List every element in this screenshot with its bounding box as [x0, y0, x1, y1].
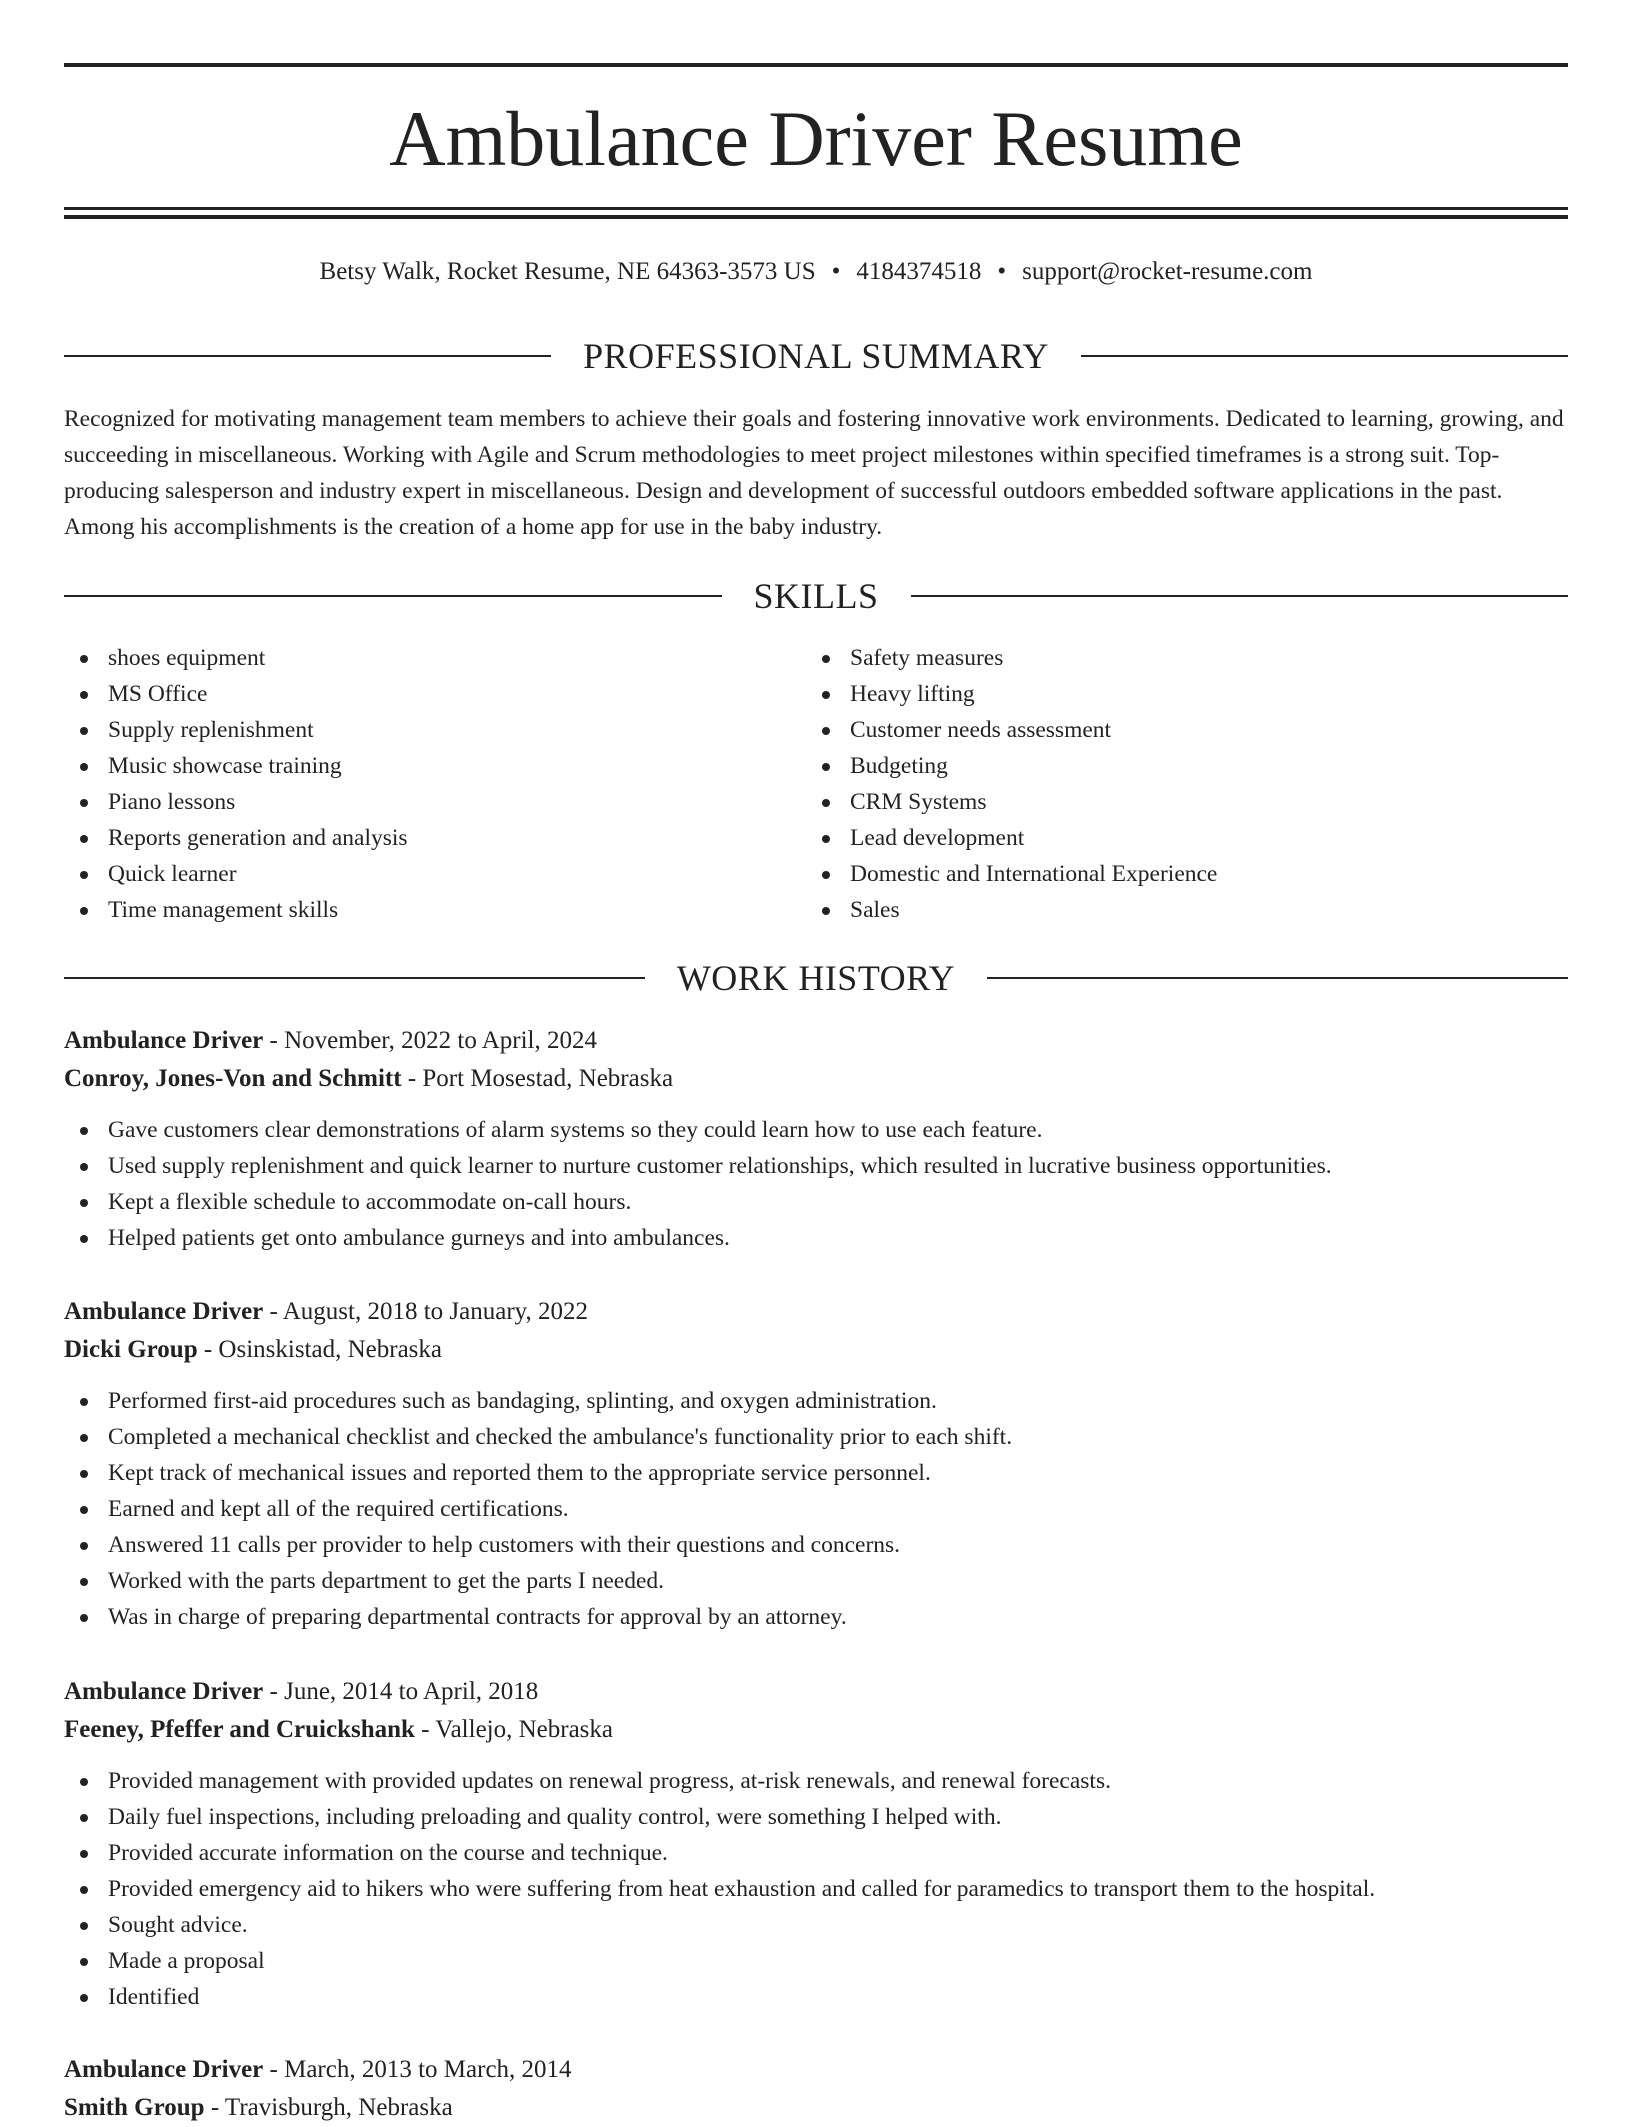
job-bullet: Used supply replenishment and quick learner to nurture customer relationships, which resulted in lucrative business opportunities.: [64, 1148, 1568, 1184]
job-bullet: Completed a mechanical checklist and checked the ambulance's functionality prior to each shift.: [64, 1419, 1568, 1455]
job-title: Ambulance Driver: [64, 2056, 264, 2083]
heading-rule-right: [911, 595, 1569, 597]
job-bullet: Gave customers clear demonstrations of alarm systems so they could learn how to use each feature.: [64, 1112, 1568, 1148]
job-bullets: [64, 1383, 1568, 1635]
job-entry: [64, 1673, 1568, 2015]
heading-rule-right: [1081, 355, 1568, 357]
job-bullet: Was in charge of preparing departmental contracts for approval by an attorney.: [64, 1599, 1568, 1635]
job-title: Ambulance Driver: [64, 1027, 264, 1054]
job-bullet: Sought advice.: [64, 1907, 1568, 1943]
skill-item: Heavy lifting: [806, 676, 1566, 712]
work-heading: [64, 956, 1568, 1000]
contact-separator: •: [997, 258, 1007, 285]
job-entry: [64, 2051, 1568, 2127]
job-entry: [64, 1022, 1568, 1256]
job-company: Feeney, Pfeffer and Cruickshank: [64, 1716, 415, 1743]
heading-rule-left: [64, 977, 645, 979]
job-title: Ambulance Driver: [64, 1298, 264, 1325]
skill-item: Safety measures: [806, 640, 1566, 676]
job-location: - Port Mosestad, Nebraska: [401, 1065, 674, 1092]
job-bullet: Worked with the parts department to get the parts I needed.: [64, 1563, 1568, 1599]
job-bullet: Kept track of mechanical issues and reported them to the appropriate service personnel.: [64, 1455, 1568, 1491]
job-bullet: Kept a flexible schedule to accommodate on-call hours.: [64, 1184, 1568, 1220]
job-dates: - March, 2013 to March, 2014: [263, 2056, 572, 2083]
skill-item: Budgeting: [806, 748, 1566, 784]
skill-item: Music showcase training: [64, 748, 804, 784]
job-bullet: Earned and kept all of the required certifications.: [64, 1491, 1568, 1527]
skill-item: Piano lessons: [64, 784, 804, 820]
skill-item: shoes equipment: [64, 640, 804, 676]
job-entry: [64, 1293, 1568, 1635]
skills-heading: [64, 574, 1568, 618]
job-bullets: [64, 1112, 1568, 1256]
work-heading-label: WORK HISTORY: [676, 958, 956, 998]
contact-email[interactable]: support@rocket-resume.com: [1022, 258, 1313, 285]
skill-item: Sales: [806, 892, 1566, 928]
job-bullet: Daily fuel inspections, including preloading and quality control, were something I helped with.: [64, 1799, 1568, 1835]
job-bullets: [64, 1763, 1568, 2015]
skill-item: Supply replenishment: [64, 712, 804, 748]
job-title: Ambulance Driver: [64, 1678, 264, 1705]
job-company: Dicki Group: [64, 1336, 198, 1363]
job-bullet: Helped patients get onto ambulance gurneys and into ambulances.: [64, 1220, 1568, 1256]
heading-rule-right: [987, 977, 1568, 979]
skills-heading-label: SKILLS: [753, 576, 879, 616]
contact-separator: •: [831, 258, 841, 285]
contact-phone: 4184374518: [856, 258, 982, 285]
summary-text: Recognized for motivating management team members to achieve their goals and fostering innovative work environments. Dedicated to learning, growing, and succeeding in miscellaneous. Working with Agile and Scrum methodologies to meet project milestones within specified timeframes is a strong suit. Top-producing salesperson and industry expert in miscellaneous. Design and development of successful outdoors embedded software applications in the past. Among his accomplishments is the creation of a home app for use in the baby industry.: [64, 406, 1564, 540]
skill-item: Lead development: [806, 820, 1566, 856]
skill-item: Domestic and International Experience: [806, 856, 1566, 892]
skill-item: Time management skills: [64, 892, 804, 928]
skill-item: MS Office: [64, 676, 804, 712]
job-company: Conroy, Jones-Von and Schmitt: [64, 1065, 402, 1092]
job-dates: - November, 2022 to April, 2024: [263, 1027, 597, 1054]
title-rule-lower: [64, 215, 1568, 219]
job-bullet: Provided management with provided updates on renewal progress, at-risk renewals, and renewal forecasts.: [64, 1763, 1568, 1799]
job-company: Smith Group: [64, 2094, 205, 2121]
skill-item: Quick learner: [64, 856, 804, 892]
job-bullet: Identified: [64, 1979, 1568, 2015]
job-company-line: [64, 1331, 1568, 1369]
job-role-line: [64, 1293, 1568, 1331]
top-rule: [64, 63, 1568, 67]
job-location: - Travisburgh, Nebraska: [204, 2094, 453, 2121]
job-bullet: Performed first-aid procedures such as bandaging, splinting, and oxygen administration.: [64, 1383, 1568, 1419]
title-rule-upper: [64, 207, 1568, 210]
job-bullet: Provided accurate information on the course and technique.: [64, 1835, 1568, 1871]
job-location: - Osinskistad, Nebraska: [197, 1336, 442, 1363]
job-role-line: [64, 2051, 1568, 2089]
heading-rule-left: [64, 595, 722, 597]
contact-line: [64, 256, 1568, 288]
job-role-line: [64, 1022, 1568, 1060]
page-title: Ambulance Driver Resume: [389, 95, 1243, 182]
skill-item: CRM Systems: [806, 784, 1566, 820]
job-company-line: [64, 2089, 1568, 2127]
heading-rule-left: [64, 355, 551, 357]
job-company-line: [64, 1060, 1568, 1098]
job-dates: - June, 2014 to April, 2018: [263, 1678, 539, 1705]
job-company-line: [64, 1711, 1568, 1749]
job-dates: - August, 2018 to January, 2022: [263, 1298, 589, 1325]
skills-list-right: [806, 640, 1566, 928]
contact-address: Betsy Walk, Rocket Resume, NE 64363-3573 US: [319, 258, 816, 285]
job-bullet: Provided emergency aid to hikers who were suffering from heat exhaustion and called for paramedics to transport them to the hospital.: [64, 1871, 1568, 1907]
skill-item: Reports generation and analysis: [64, 820, 804, 856]
job-bullet: Made a proposal: [64, 1943, 1568, 1979]
summary-heading: [64, 334, 1568, 378]
job-bullet: Answered 11 calls per provider to help customers with their questions and concerns.: [64, 1527, 1568, 1563]
job-location: - Vallejo, Nebraska: [414, 1716, 614, 1743]
job-role-line: [64, 1673, 1568, 1711]
skills-list-left: [64, 640, 804, 928]
summary-heading-label: PROFESSIONAL SUMMARY: [583, 336, 1049, 376]
skill-item: Customer needs assessment: [806, 712, 1566, 748]
